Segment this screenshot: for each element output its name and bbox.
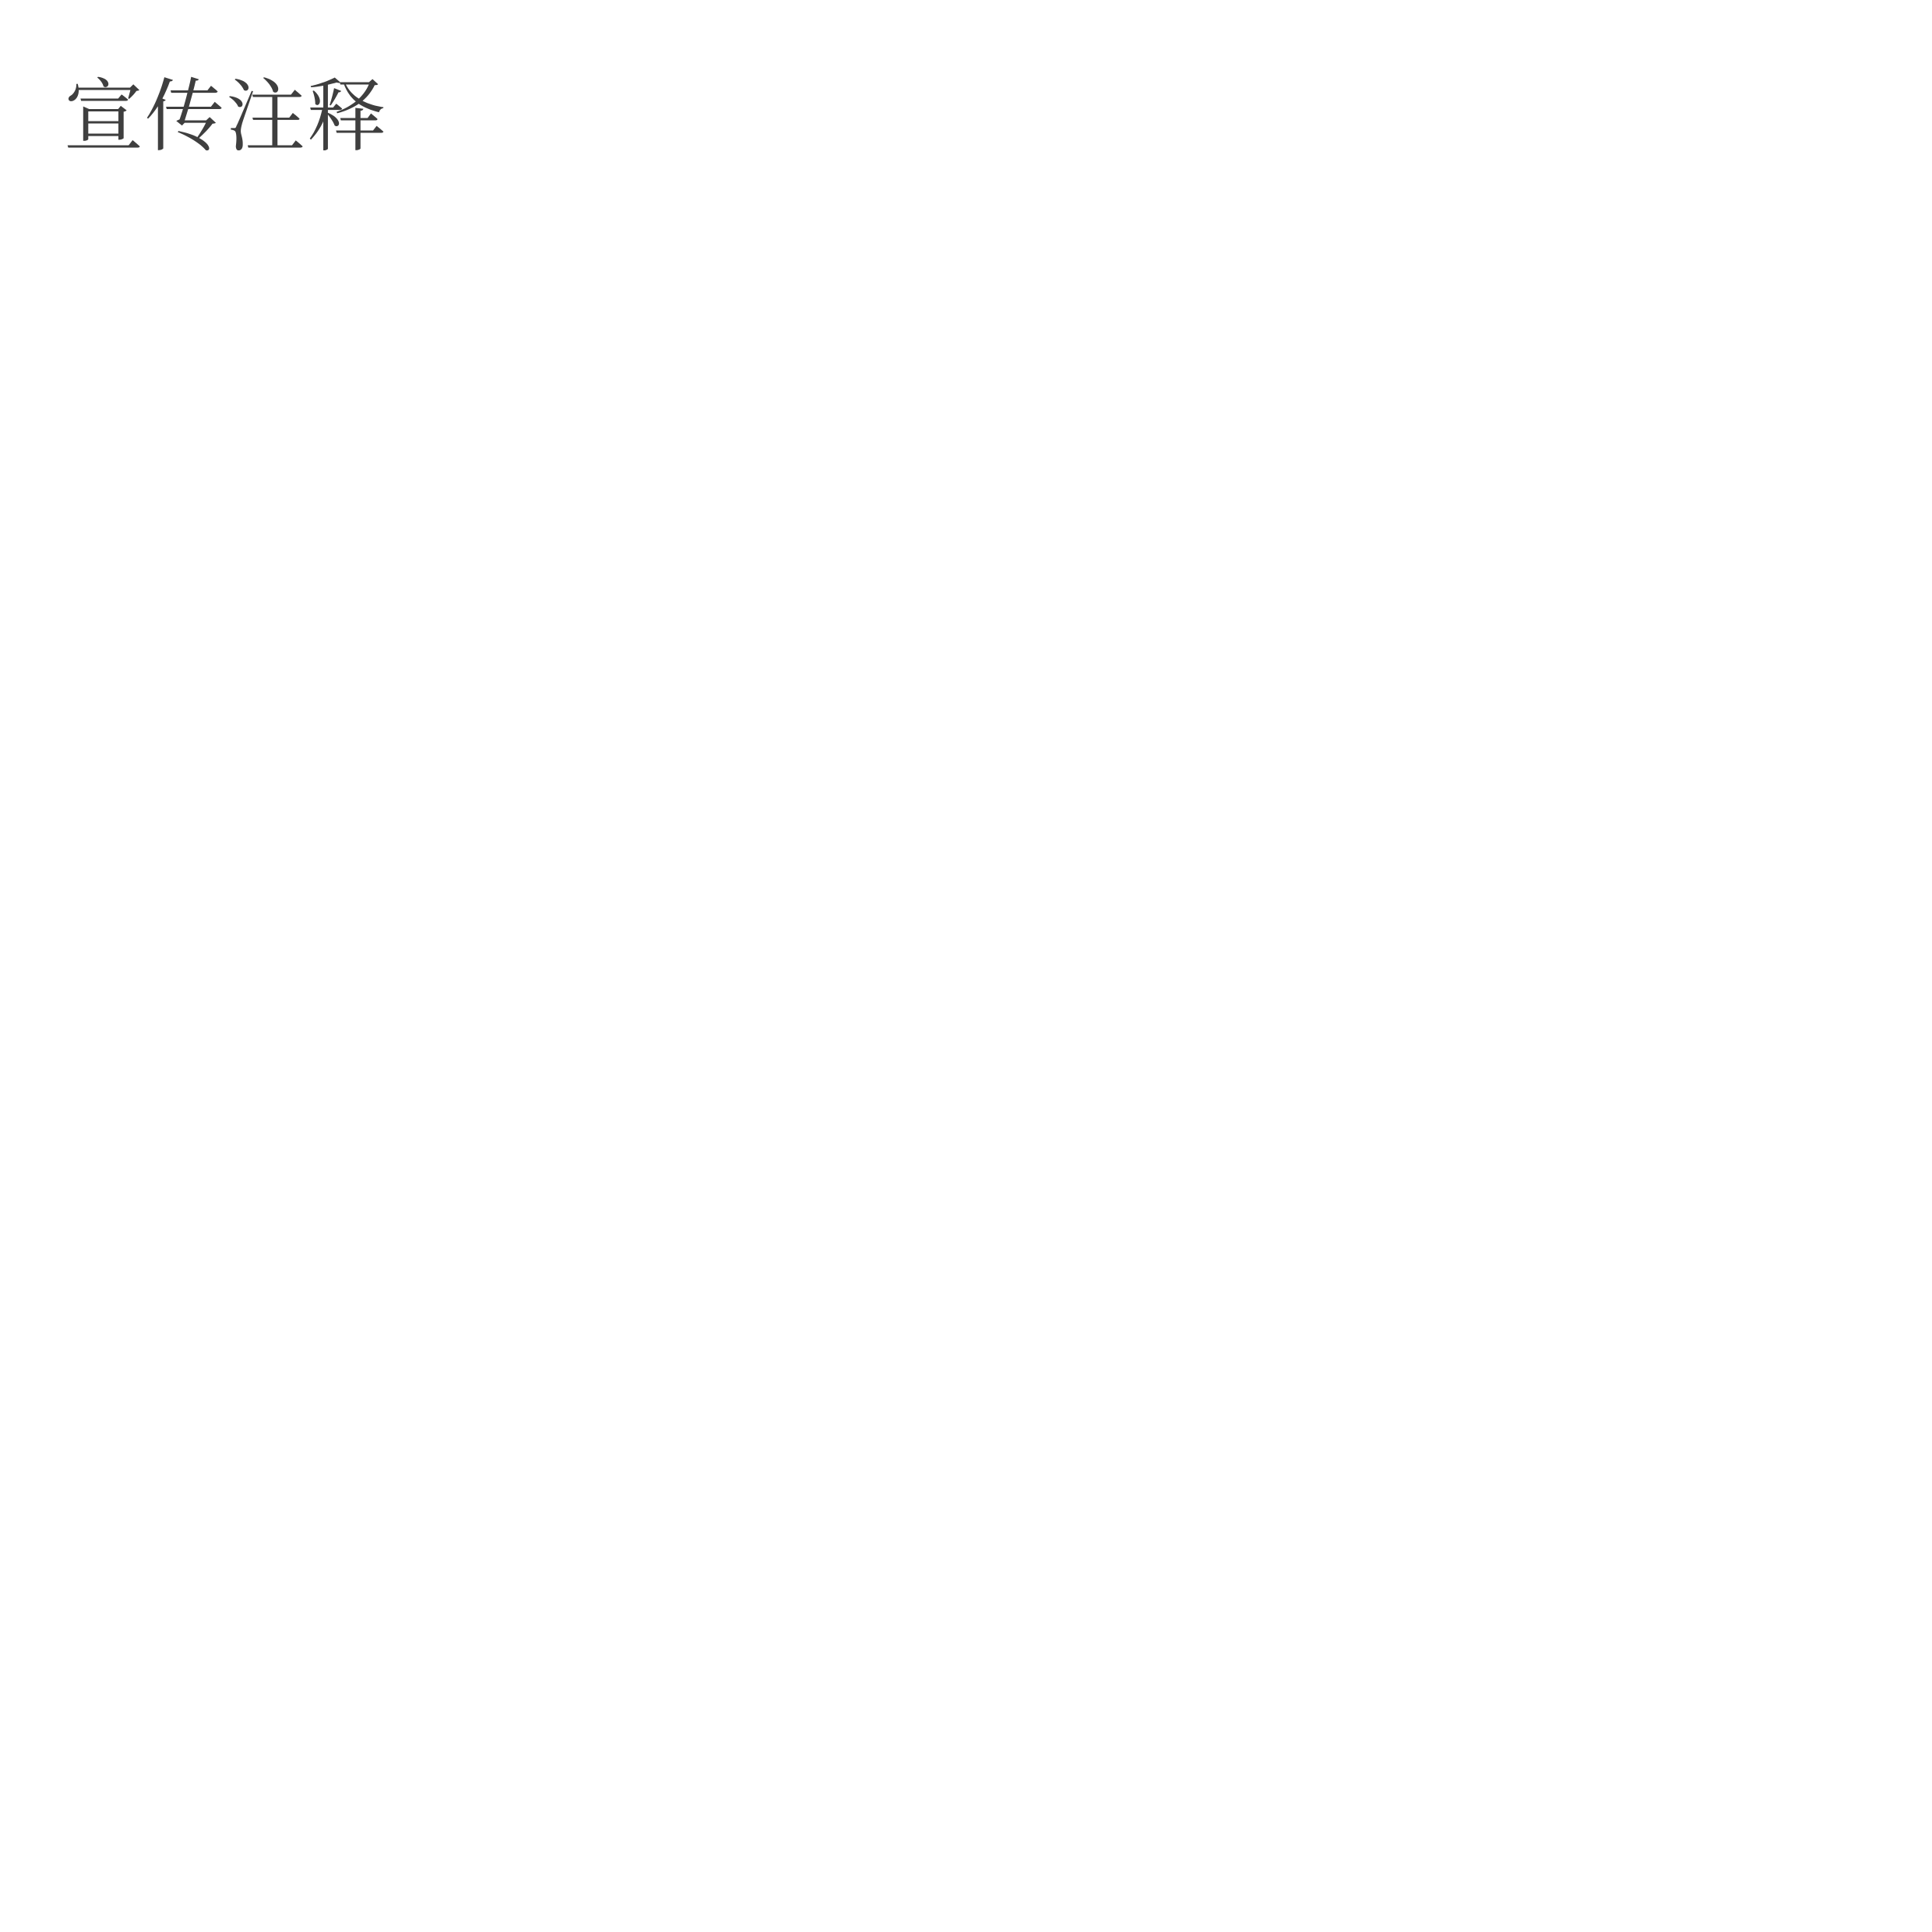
page-title: 宣传注释 [64, 71, 388, 164]
